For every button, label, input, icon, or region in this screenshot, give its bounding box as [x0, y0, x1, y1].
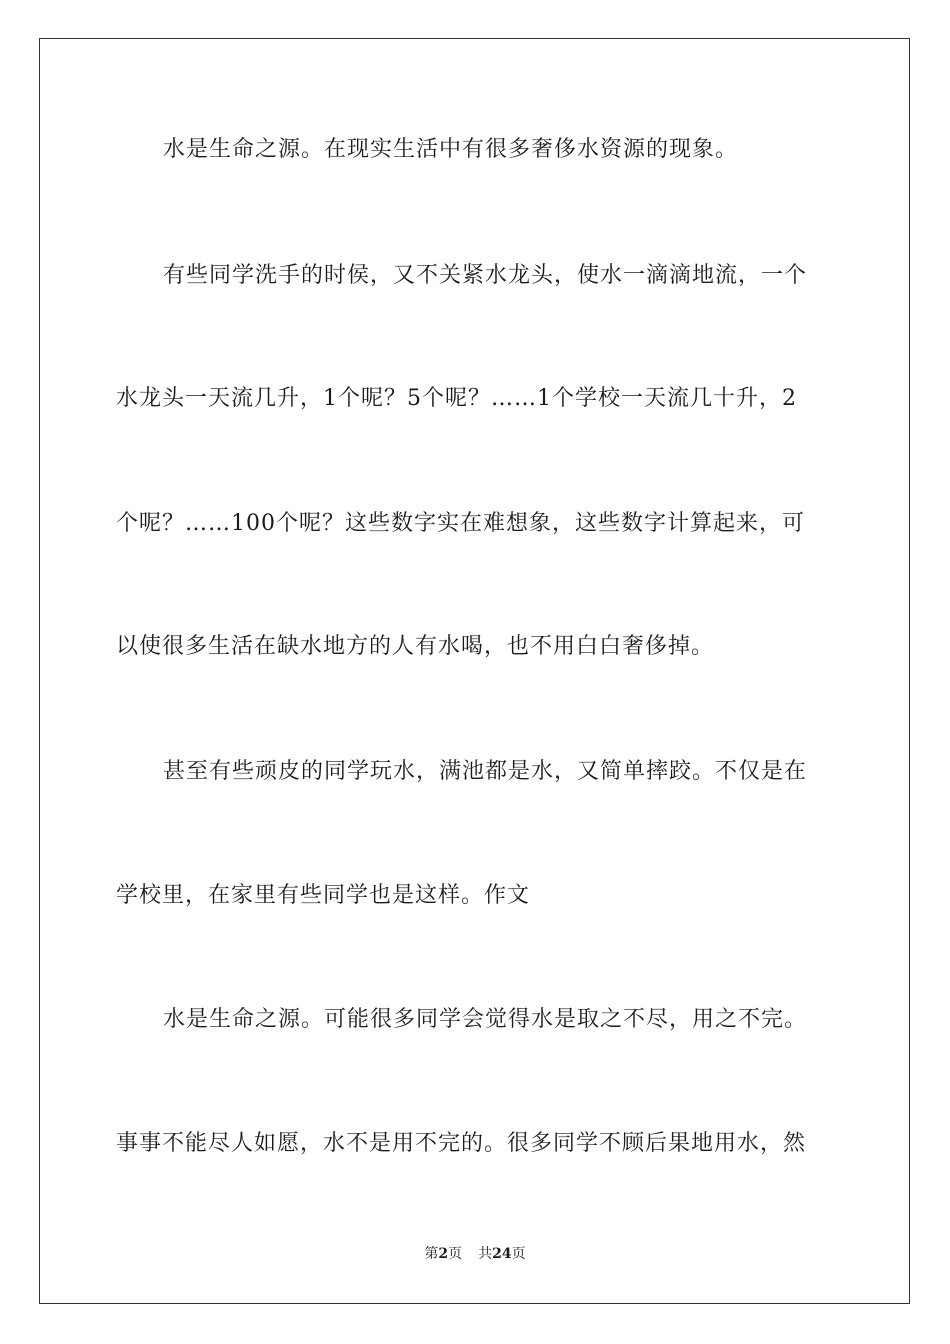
- page-border: [39, 38, 910, 1304]
- paragraph-line: 事事不能尽人如愿，水不是用不完的。很多同学不顾后果地用水，然: [116, 1131, 807, 1156]
- page-footer: [0, 1245, 950, 1263]
- total-pages: 24: [492, 1246, 512, 1262]
- paragraph-line: 甚至有些顽皮的同学玩水，满池都是水，又简单摔跤。不仅是在: [163, 759, 808, 784]
- page-prefix: 第: [424, 1246, 439, 1262]
- page-number: 2: [438, 1246, 449, 1262]
- paragraph-line: 个呢？……100个呢？这些数字实在难想象，这些数字计算起来，可: [116, 511, 805, 536]
- paragraph-line: 水是生命之源。在现实生活中有很多奢侈水资源的现象。: [163, 137, 739, 162]
- paragraph-line: 以使很多生活在缺水地方的人有水喝，也不用白白奢侈掉。: [116, 634, 715, 659]
- paragraph-line: 有些同学洗手的时侯，又不关紧水龙头，使水一滴滴地流，一个: [163, 263, 808, 288]
- paragraph-line: 学校里，在家里有些同学也是这样。作文: [116, 883, 531, 908]
- page-suffix: 页: [448, 1246, 463, 1262]
- total-prefix: 共: [478, 1246, 493, 1262]
- paragraph-line: 水是生命之源。可能很多同学会觉得水是取之不尽，用之不完。: [163, 1007, 808, 1032]
- total-suffix: 页: [511, 1246, 526, 1262]
- paragraph-line: 水龙头一天流几升，1个呢？5个呢？……1个学校一天流几十升，2: [116, 386, 797, 411]
